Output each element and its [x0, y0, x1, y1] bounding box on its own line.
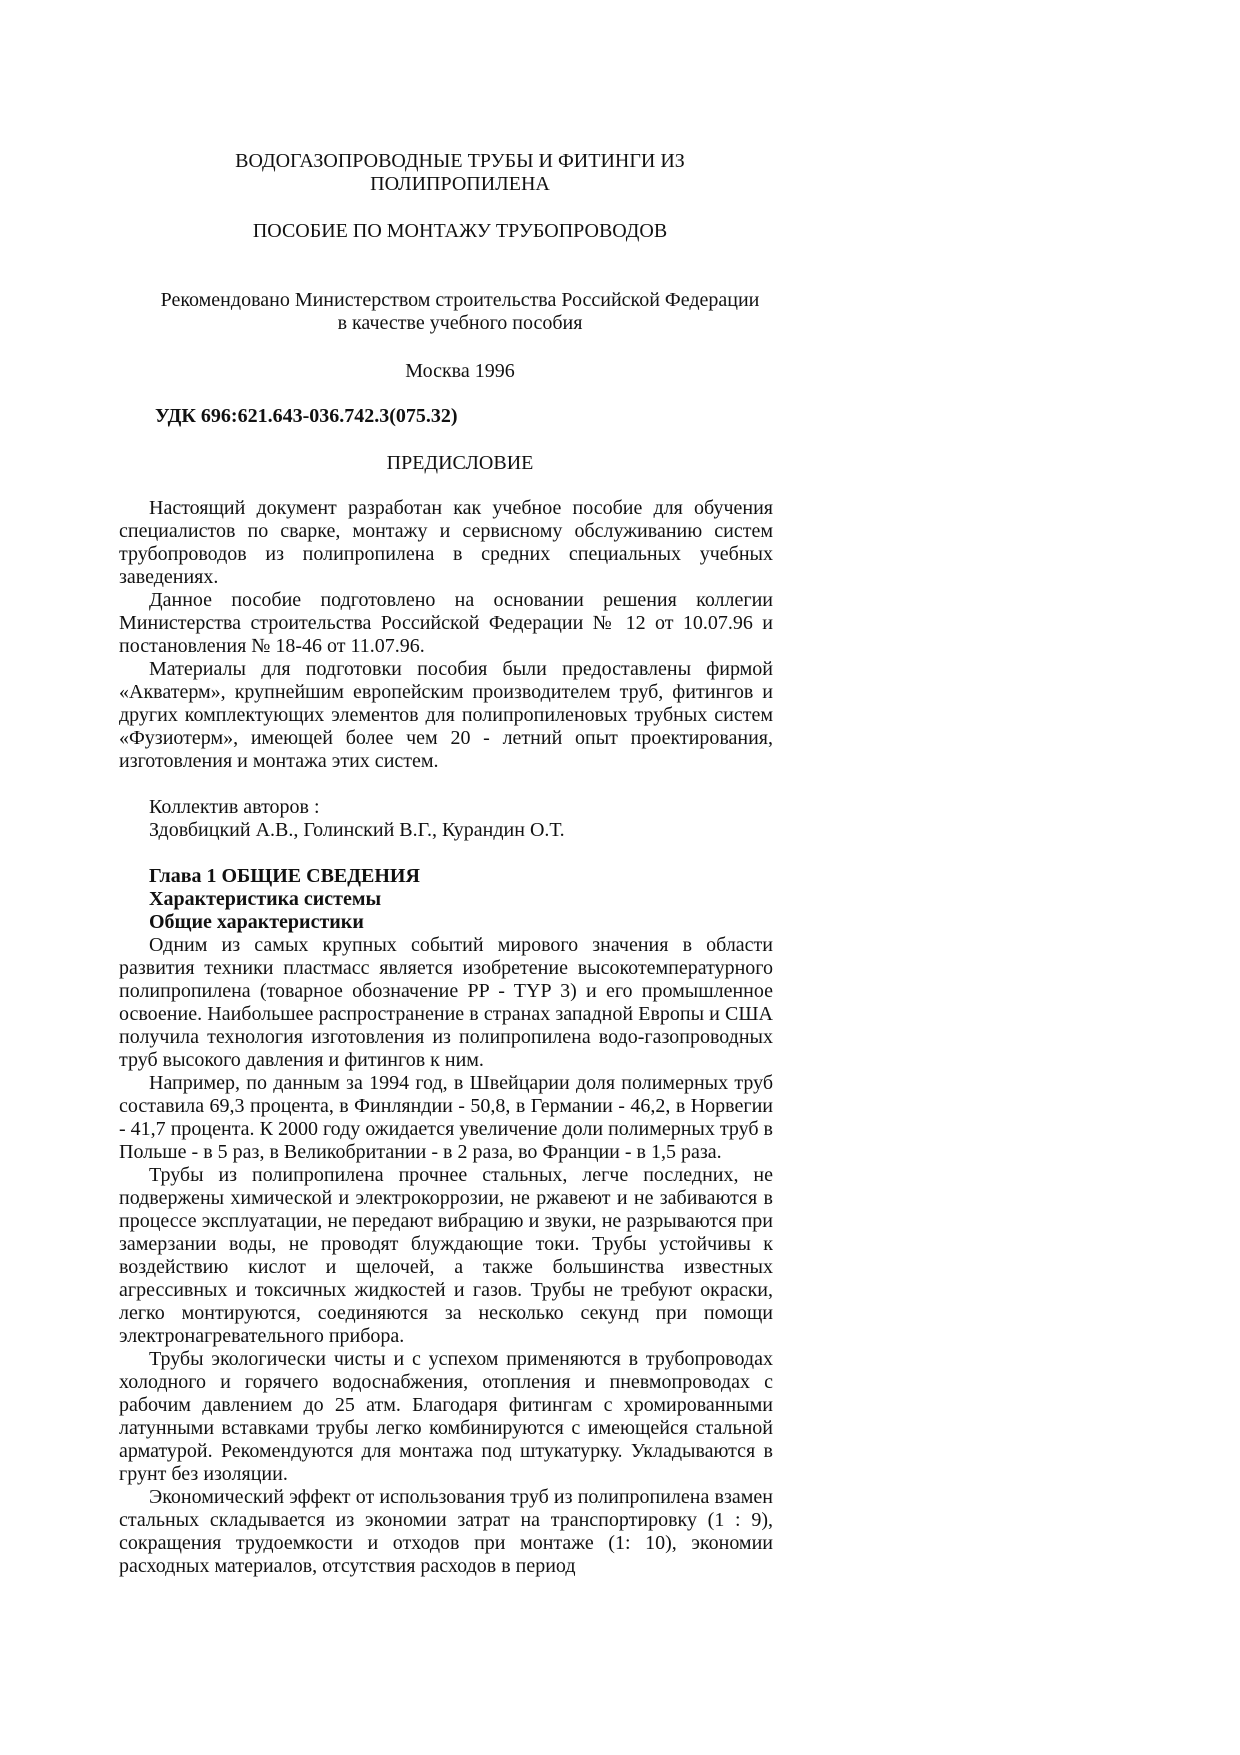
authors-list: Здовбицкий А.В., Голинский В.Г., Курандин О.Т. — [149, 819, 565, 841]
preface-paragraph-1: Настоящий документ разработан как учебное пособие для обучения специалистов по сварке, монтажу и сервисному обслуживанию систем трубопроводов из полипропилена в средних специальных учебных заведениях. — [119, 497, 773, 588]
authors-label: Коллектив авторов : — [149, 796, 320, 818]
city-year: Москва 1996 — [405, 360, 515, 382]
document-subtitle: ПОСОБИЕ ПО МОНТАЖУ ТРУБОПРОВОДОВ — [252, 220, 668, 242]
chapter-paragraph-4: Трубы экологически чисты и с успехом применяются в трубопроводах холодного и горячего водоснабжения, отопления и пневмопроводах с рабочим давлением до 25 атм. Благодаря фитингам с хромированными латунными вставками трубы легко комбинируются с имеющейся стальной арматурой. Рекомендуются для монтажа под штукатурку. Укладываются в грунт без изоляции. — [119, 1348, 773, 1485]
document-body — [119, 497, 773, 1578]
chapter-paragraph-2: Например, по данным за 1994 год, в Швейцарии доля полимерных труб составила 69,3 процента, в Финляндии - 50,8, в Германии - 46,2, в Норвегии - 41,7 процента. К 2000 году ожидается увеличение доли полимерных труб в Польше - в 5 раз, в Великобритании - в 2 раза, во Франции - в 1,5 раза. — [119, 1072, 773, 1163]
chapter-paragraph-1: Одним из самых крупных событий мирового значения в области развития техники пластмасс является изобретение высокотемпературного полипропилена (товарное обозначение PP - TYP 3) и его промышленное освоение. Наибольшее распространение в странах западной Европы и США получила технология изготовления из полипропилена водо-газопроводных труб высокого давления и фитингов к ним. — [119, 934, 773, 1071]
udk-code: УДК 696:621.643-036.742.3(075.32) — [155, 405, 458, 427]
spacer — [119, 842, 773, 865]
section-heading: Характеристика системы — [149, 888, 382, 910]
recommendation-note — [0, 289, 920, 335]
preface-heading: ПРЕДИСЛОВИЕ — [386, 452, 534, 474]
document-title — [0, 150, 920, 196]
chapter-heading: Глава 1 ОБЩИЕ СВЕДЕНИЯ — [149, 865, 420, 887]
chapter-paragraph-5: Экономический эффект от использования труб из полипропилена взамен стальных складывается из экономии затрат на транспортировку (1 : 9), сокращения трудоемкости и отходов при монтаже (1: 10), экономии расходных материалов, отсутствия расходов в период — [119, 1486, 773, 1577]
preface-paragraph-3: Материалы для подготовки пособия были предоставлены фирмой «Акватерм», крупнейшим европейским производителем труб, фитингов и других комплектующих элементов для полипропиленовых трубных систем «Фузиотерм», имеющей более чем 20 - летний опыт проектирования, изготовления и монтажа этих систем. — [119, 658, 773, 772]
subsection-heading: Общие характеристики — [149, 911, 364, 933]
recommendation-line-2: в качестве учебного пособия — [337, 312, 583, 334]
recommendation-line-1: Рекомендовано Министерством строительства Российской Федерации — [160, 289, 760, 311]
title-line-1: ВОДОГАЗОПРОВОДНЫЕ ТРУБЫ И ФИТИНГИ ИЗ — [235, 150, 685, 172]
preface-paragraph-2: Данное пособие подготовлено на основании решения коллегии Министерства строительства Российской Федерации № 12 от 10.07.96 и постановления № 18-46 от 11.07.96. — [119, 589, 773, 657]
spacer — [119, 773, 773, 796]
title-line-2: ПОЛИПРОПИЛЕНА — [370, 173, 550, 195]
chapter-paragraph-3: Трубы из полипропилена прочнее стальных, легче последних, не подвержены химической и электрокоррозии, не ржавеют и не забиваются в процессе эксплуатации, не передают вибрацию и звуки, не разрываются при замерзании воды, не проводят блуждающие токи. Трубы устойчивы к воздействию кислот и щелочей, а также большинства известных агрессивных и токсичных жидкостей и газов. Трубы не требуют окраски, легко монтируются, соединяются за несколько секунд при помощи электронагревательного прибора. — [119, 1164, 773, 1347]
